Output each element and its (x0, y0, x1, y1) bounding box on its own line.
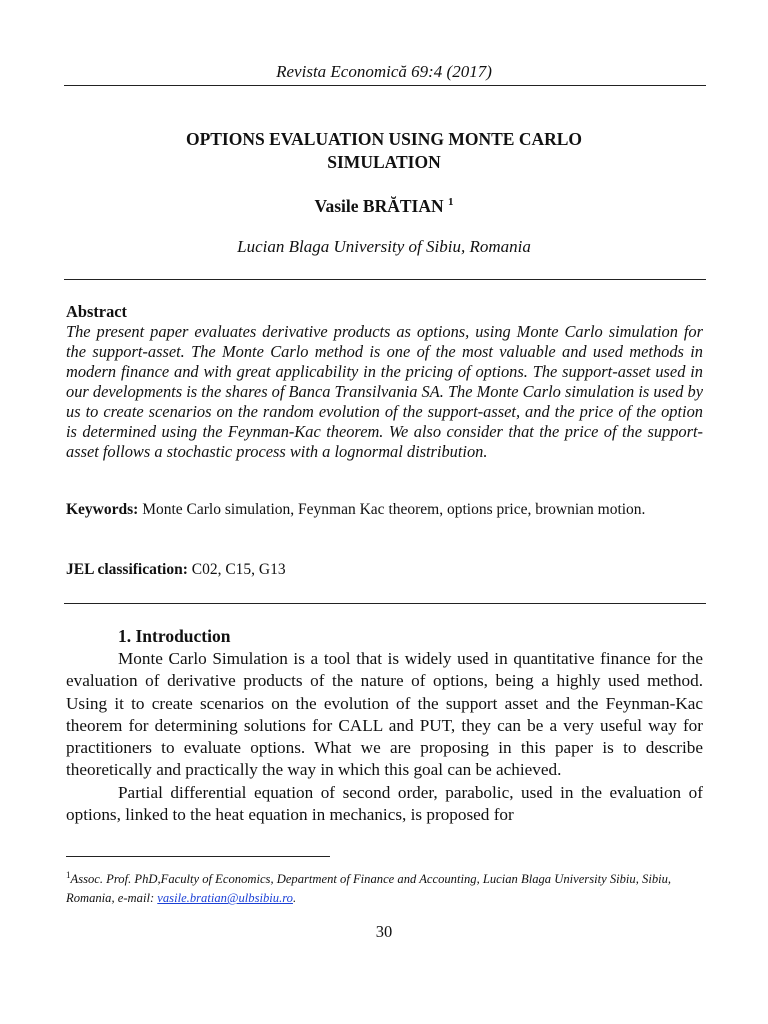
intro-paragraph-2: Partial differential equation of second order, parabolic, used in the evaluation of options, linked to the heat equation in mechanics, is proposed for (66, 782, 703, 825)
keywords (66, 500, 703, 520)
keywords-label: Keywords: (66, 501, 139, 518)
paper-title (64, 128, 704, 174)
introduction-body (66, 648, 703, 826)
abstract-bottom-rule (64, 603, 706, 604)
author-name: Vasile BRĂTIAN (314, 196, 444, 216)
footnote-text: Assoc. Prof. PhD,Faculty of Economics, Department of Finance and Accounting, Lucian Blaga University Sibiu, Sibiu, Romania, e-mail: (66, 872, 672, 906)
footnote-end: . (292, 891, 297, 906)
footnote-rule (66, 856, 330, 857)
intro-paragraph-1: Monte Carlo Simulation is a tool that is widely used in quantitative finance for the evaluation of derivative products of the nature of options, being a highly used method. Using it to create scenarios on the evolution of the support asset and the Feynman-Kac theorem for determining solutions for CALL and PUT, they can be a very useful way for practitioners to evaluate options. What we are proposing in this paper is to describe theoretically and practically the way in which this goal can be achieved. (66, 649, 703, 780)
jel-codes: C02, C15, G13 (191, 561, 286, 578)
footnote-marker: 1 (66, 870, 71, 880)
abstract-heading: Abstract (66, 302, 127, 321)
jel-label: JEL classification: (66, 561, 188, 578)
page-number: 30 (375, 922, 393, 941)
footnote (66, 866, 703, 908)
jel-classification (66, 560, 703, 580)
abstract-top-rule (64, 279, 706, 280)
abstract-text: The present paper evaluates derivative products as options, using Monte Carlo simulation for the support-asset. The Monte Carlo method is one of the most valuable and used methods in modern finance and with great applicability in the pricing of options. The support-asset used in our developments is the shares of Banca Transilvania SA. The Monte Carlo simulation is used by us to create scenarios on the random evolution of the support-asset, and the price of the option is determined using the Feynman-Kac theorem. We also consider that the price of the support-asset follows a stochastic process with a lognormal distribution. (66, 322, 703, 461)
keywords-text: Monte Carlo simulation, Feynman Kac theorem, options price, brownian motion. (142, 501, 646, 518)
title-line-1: OPTIONS EVALUATION USING MONTE CARLO (185, 129, 583, 149)
author-line (64, 196, 704, 217)
author-footnote-marker: 1 (448, 196, 454, 209)
journal-header: Revista Economică 69:4 (2017) (276, 62, 492, 81)
footnote-email-link[interactable]: vasile.bratian@ulbsibiu.ro (157, 891, 293, 906)
section-heading-introduction: 1. Introduction (118, 626, 231, 646)
header-rule (64, 85, 706, 86)
author-affiliation: Lucian Blaga University of Sibiu, Romania (237, 237, 531, 256)
title-line-2: SIMULATION (327, 152, 441, 172)
